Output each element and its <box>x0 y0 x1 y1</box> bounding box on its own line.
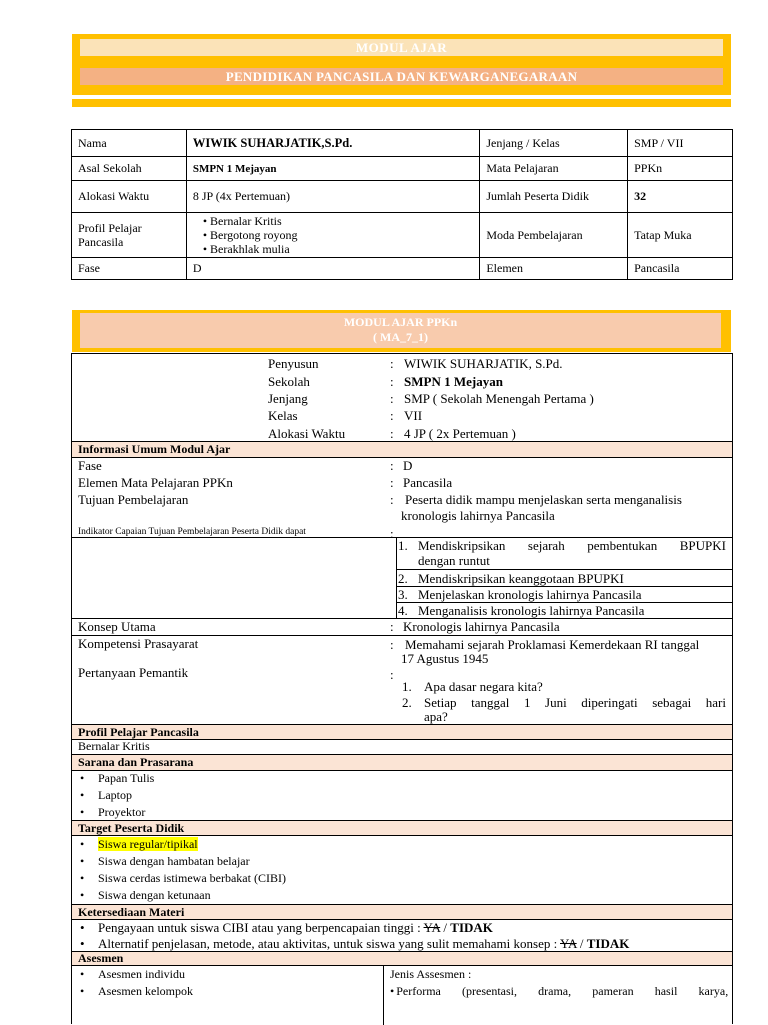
elemen-label: Elemen Mata Pelajaran PPKn <box>78 475 233 490</box>
colon: : <box>390 391 394 406</box>
profil-label <box>72 213 187 258</box>
divider <box>396 538 397 618</box>
header-banner <box>72 34 731 95</box>
jenjang-value: SMP / VII <box>628 130 733 157</box>
module-title-line1: MODUL AJAR PPKn <box>343 315 458 329</box>
alokasi-label: Alokasi Waktu <box>72 181 187 213</box>
list-item: • Siswa dengan ketunaan <box>98 888 211 903</box>
colon: : <box>390 458 394 473</box>
divider <box>397 569 732 570</box>
sekolah-value: SMPN 1 Mejayan <box>186 157 480 181</box>
list-item: • Proyektor <box>98 805 145 820</box>
indikator-label: Indikator Capaian Tujuan Pembelajaran Peserta Didik dapat <box>78 527 306 537</box>
list-item: • Siswa dengan hambatan belajar <box>98 854 250 869</box>
mapel-value: PPKn <box>628 157 733 181</box>
colon: : <box>390 356 394 371</box>
colon: : <box>390 619 394 634</box>
penyusun-value: WIWIK SUHARJATIK, S.Pd. <box>404 356 563 371</box>
module-banner <box>72 310 731 352</box>
profil-value: Bernalar Kritis <box>78 739 150 753</box>
jenjang-label: Jenjang / Kelas <box>480 130 628 157</box>
fase-label: Fase <box>72 258 187 280</box>
module-title-line2: ( MA_7_1) <box>373 330 428 344</box>
sekolah-value: SMPN 1 Mejayan <box>404 374 503 389</box>
identity-table <box>71 129 733 280</box>
colon: : <box>390 426 394 441</box>
pemantik-label: Pertanyaan Pemantik <box>78 665 189 680</box>
fase-value: D <box>186 258 480 280</box>
konsep-label: Konsep Utama <box>78 619 156 634</box>
target-list <box>72 835 732 904</box>
colon: : <box>390 492 394 507</box>
section-heading-asesmen: Asesmen <box>72 952 732 965</box>
section-heading-materi: Ketersediaan Materi <box>72 905 732 919</box>
alokasi-value: 8 JP (4x Pertemuan) <box>186 181 480 213</box>
ya-option: YA <box>560 936 577 951</box>
alokasi-label: Alokasi Waktu <box>268 426 346 441</box>
module-title <box>80 313 721 348</box>
sekolah-label: Sekolah <box>268 374 310 389</box>
mapel-label: Mata Pelajaran <box>480 157 628 181</box>
section-heading-sarana: Sarana dan Prasarana <box>72 755 732 770</box>
penyusun-label: Penyusun <box>268 356 319 371</box>
list-item: • Bergotong royong <box>203 228 474 242</box>
tujuan-label: Tujuan Pembelajaran <box>78 492 189 507</box>
list-item: • Siswa regular/tipikal <box>98 837 198 852</box>
jumlah-value: 32 <box>628 181 733 213</box>
tidak-option: TIDAK <box>586 936 630 951</box>
table-row <box>72 130 733 157</box>
kelas-label: Kelas <box>268 408 298 423</box>
list-item: • Siswa cerdas istimewa berbakat (CIBI) <box>98 871 286 886</box>
section-heading-umum: Informasi Umum Modul Ajar <box>72 442 732 457</box>
kelas-value: VII <box>404 408 423 423</box>
elemen-value: Pancasila <box>628 258 733 280</box>
table-row <box>72 213 733 258</box>
list-item: • Performa (presentasi, drama, pameran hasil karya, <box>390 984 729 998</box>
list-item: • Bernalar Kritis <box>203 214 474 228</box>
colon: : <box>390 475 394 490</box>
sarana-list <box>72 770 732 823</box>
konsep-value: Kronologis lahirnya Pancasila <box>403 619 560 634</box>
moda-value: Tatap Muka <box>628 213 733 258</box>
colon: : <box>390 667 394 682</box>
list-item: • Asesmen kelompok <box>98 984 193 999</box>
module-detail-table <box>71 353 733 1024</box>
colon: : <box>390 408 394 423</box>
list-item: • Laptop <box>98 788 132 803</box>
list-item: • Alternatif penjelasan, metode, atau aktivitas, untuk siswa yang sulit memahami konsep : YA / TIDAK <box>98 936 629 952</box>
section-heading-target: Target Peserta Didik <box>72 821 732 835</box>
prasyarat-label: Kompetensi Prasayarat <box>78 636 199 651</box>
jenis-label: Jenis Assesmen : <box>390 967 472 981</box>
alokasi-value: 4 JP ( 2x Pertemuan ) <box>404 426 516 441</box>
tujuan-value-line2: kronologis lahirnya Pancasila <box>401 508 555 523</box>
ya-option: YA <box>423 920 441 935</box>
list-item: • Asesmen individu <box>98 967 185 982</box>
jumlah-label: Jumlah Peserta Didik <box>480 181 628 213</box>
header-divider <box>72 99 731 107</box>
profil-label-line2: Pancasila <box>78 235 124 249</box>
elemen-label: Elemen <box>480 258 628 280</box>
profil-list <box>186 213 480 258</box>
list-item: • Berakhlak mulia <box>203 242 474 256</box>
jenjang-label: Jenjang <box>268 391 308 406</box>
section-heading-profil: Profil Pelajar Pancasila <box>72 725 732 739</box>
table-row <box>72 181 733 213</box>
materi-list <box>72 919 732 951</box>
moda-label: Moda Pembelajaran <box>480 213 628 258</box>
table-row <box>72 258 733 280</box>
nama-value: WIWIK SUHARJATIK,S.Pd. <box>186 130 480 157</box>
profil-label-line1: Profil Pelajar <box>78 221 142 235</box>
jenjang-value: SMP ( Sekolah Menengah Pertama ) <box>404 391 594 406</box>
indikator-list: 1. Mendiskripsikan sejarah pembentukan BPUPKI dengan runtut 2. Mendiskripsikan keanggotaan BPUPKI 3. Menjelaskan kronologis lahirnya Pancasila 4. Menganalisis kronologis lahirnya Pancasila <box>72 538 732 618</box>
prasyarat-block: Kompetensi Prasayarat : Memahami sejarah Proklamasi Kemerdekaan RI tanggal 17 Agustus 1945 Pertanyaan Pemantik : 1. Apa dasar negara kita? 2. Setiap tanggal 1 Juni diperingati sebagai hari apa? <box>78 636 726 724</box>
fase-value: D <box>403 458 413 473</box>
konsep-row <box>72 618 732 635</box>
prasyarat-value-line1: Memahami sejarah Proklamasi Kemerdekaan RI tanggal <box>405 637 700 652</box>
tidak-option: TIDAK <box>450 920 493 935</box>
document-title: MODUL AJAR <box>80 39 723 56</box>
sekolah-label: Asal Sekolah <box>72 157 187 181</box>
nama-label: Nama <box>72 130 187 157</box>
elemen-value: Pancasila <box>403 475 453 490</box>
fase-label: Fase <box>78 458 102 473</box>
document-subtitle: PENDIDIKAN PANCASILA DAN KEWARGANEGARAAN <box>80 68 723 85</box>
colon: : <box>390 374 394 389</box>
asesmen-block <box>72 965 732 1025</box>
colon: : <box>390 637 394 652</box>
umum-block <box>72 458 732 541</box>
table-row <box>72 157 733 181</box>
info-block <box>72 355 732 441</box>
tujuan-value-line1: Peserta didik mampu menjelaskan serta menganalisis <box>405 492 682 507</box>
list-item: • Papan Tulis <box>98 771 154 786</box>
divider <box>383 965 384 1025</box>
list-item: • Pengayaan untuk siswa CIBI atau yang berpencapaian tinggi : YA / TIDAK <box>98 920 493 936</box>
colon: : <box>390 526 394 541</box>
prasyarat-value-line2: 17 Agustus 1945 <box>401 651 489 666</box>
